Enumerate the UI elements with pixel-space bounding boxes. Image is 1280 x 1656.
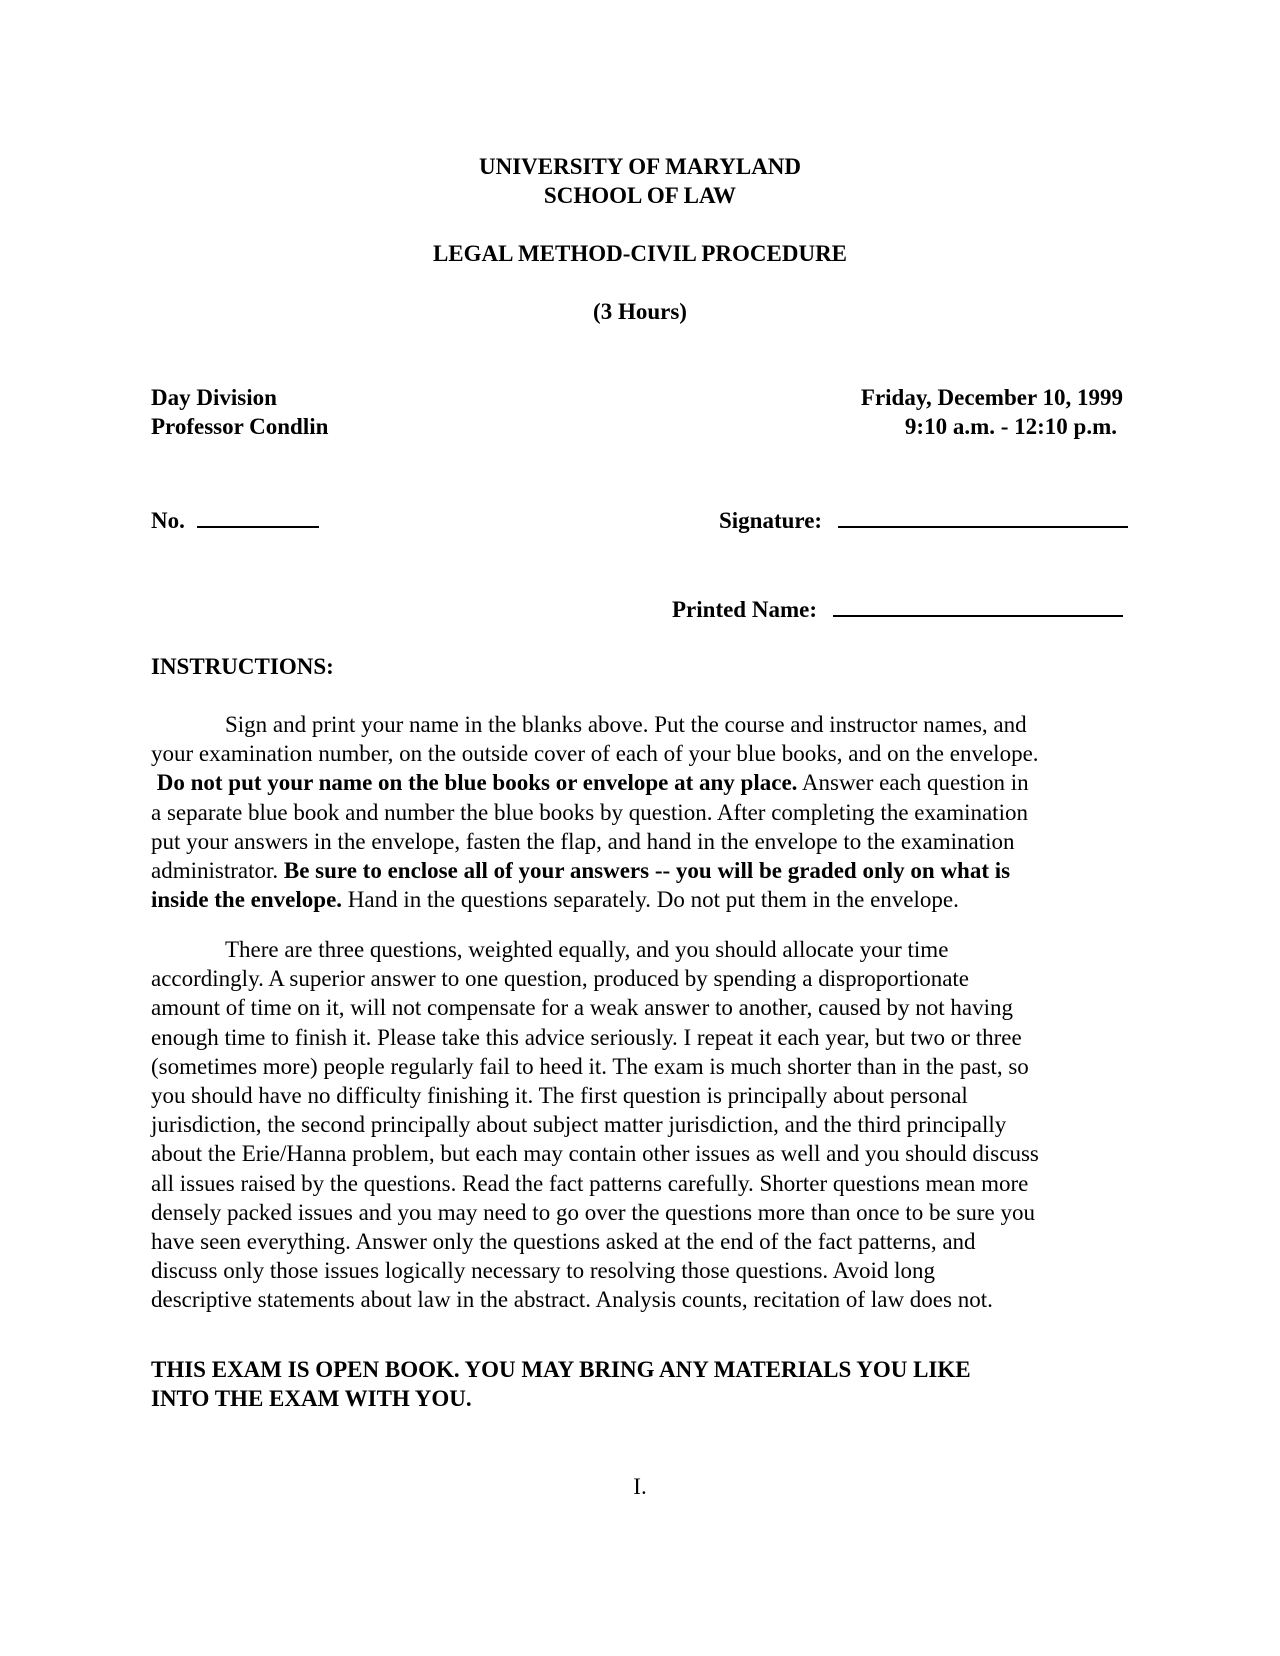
section-marker: I. xyxy=(633,1474,647,1499)
paragraph-line xyxy=(151,768,1137,797)
paragraph-line: you should have no difficulty finishing it. The first question is principally about personal xyxy=(151,1083,968,1109)
enclose-answers-warning-end: inside the envelope. xyxy=(151,887,343,913)
paragraph-line: There are three questions, weighted equally, and you should allocate your time xyxy=(225,937,949,962)
printed-name-blank[interactable] xyxy=(833,593,1123,617)
paragraph-text: administrator. xyxy=(151,858,284,884)
enclose-answers-warning: Be sure to enclose all of your answers -- you will be graded only on what is xyxy=(283,858,1011,884)
paragraph-line: put your answers in the envelope, fasten the flap, and hand in the envelope to the examination xyxy=(151,828,1015,854)
paragraph-line: accordingly. A superior answer to one question, produced by spending a disproportionate xyxy=(151,966,970,992)
professor-label: Professor Condlin xyxy=(151,414,329,439)
exam-date: Friday, December 10, 1999 xyxy=(860,385,1123,410)
paragraph-line: Sign and print your name in the blanks above. Put the course and instructor names, and xyxy=(225,712,1027,737)
open-book-notice xyxy=(151,1355,1137,1413)
printed-name-label: Printed Name: xyxy=(672,597,817,622)
signature-field[interactable] xyxy=(719,504,1128,535)
signature-label: Signature: xyxy=(719,508,823,533)
paragraph-line: descriptive statements about law in the abstract. Analysis counts, recitation of law does not. xyxy=(151,1287,993,1313)
exam-number-field[interactable] xyxy=(151,504,319,535)
signature-blank[interactable] xyxy=(838,504,1128,528)
instructions-paragraph-1 xyxy=(151,710,1137,914)
no-name-warning: Do not put your name on the blue books or envelope at any place. xyxy=(156,770,798,796)
paragraph-text: Hand in the questions separately. Do not put them in the envelope. xyxy=(342,887,959,913)
exam-number-blank[interactable] xyxy=(197,504,319,528)
paragraph-line: discuss only those issues logically necessary to resolving those questions. Avoid long xyxy=(151,1258,936,1284)
university-title: UNIVERSITY OF MARYLAND xyxy=(478,154,802,179)
exam-duration: (3 Hours) xyxy=(593,299,687,324)
paragraph-line: amount of time on it, will not compensate for a weak answer to another, caused by not having xyxy=(151,995,1013,1021)
paragraph-line: your examination number, on the outside cover of each of your blue books, and on the envelope. xyxy=(151,741,1039,767)
paragraph-text: Answer each question in xyxy=(797,770,1029,796)
paragraph-line: a separate blue book and number the blue books by question. After completing the examination xyxy=(151,799,1028,825)
division-label: Day Division xyxy=(151,385,277,410)
school-title: SCHOOL OF LAW xyxy=(543,183,737,208)
paragraph-line: jurisdiction, the second principally about subject matter jurisdiction, and the third principally xyxy=(151,1112,1007,1138)
paragraph-line: all issues raised by the questions. Read the fact patterns carefully. Shorter questions mean more xyxy=(151,1170,1029,1196)
paragraph-line: have seen everything. Answer only the questions asked at the end of the fact patterns, and xyxy=(151,1229,976,1255)
paragraph-line: about the Erie/Hanna problem, but each may contain other issues as well and you should discuss xyxy=(151,1141,1039,1167)
printed-name-field[interactable] xyxy=(672,593,1123,624)
course-title: LEGAL METHOD-CIVIL PROCEDURE xyxy=(432,241,848,266)
exam-time: 9:10 a.m. - 12:10 p.m. xyxy=(904,414,1117,439)
notice-line: THIS EXAM IS OPEN BOOK. YOU MAY BRING ANY MATERIALS YOU LIKE xyxy=(151,1357,971,1382)
instructions-paragraph-2 xyxy=(151,935,1137,1315)
paragraph-line: densely packed issues and you may need to go over the questions more than once to be sure you xyxy=(151,1199,1035,1225)
paragraph-line: (sometimes more) people regularly fail to heed it. The exam is much shorter than in the past, so xyxy=(151,1053,1029,1079)
paragraph-line xyxy=(151,856,1137,885)
instructions-heading: INSTRUCTIONS: xyxy=(151,654,334,679)
notice-line: INTO THE EXAM WITH YOU. xyxy=(151,1386,472,1412)
paragraph-line: enough time to finish it. Please take this advice seriously. I repeat it each year, but two or three xyxy=(151,1024,1022,1050)
paragraph-line xyxy=(151,885,1137,914)
exam-number-label: No. xyxy=(151,508,185,533)
